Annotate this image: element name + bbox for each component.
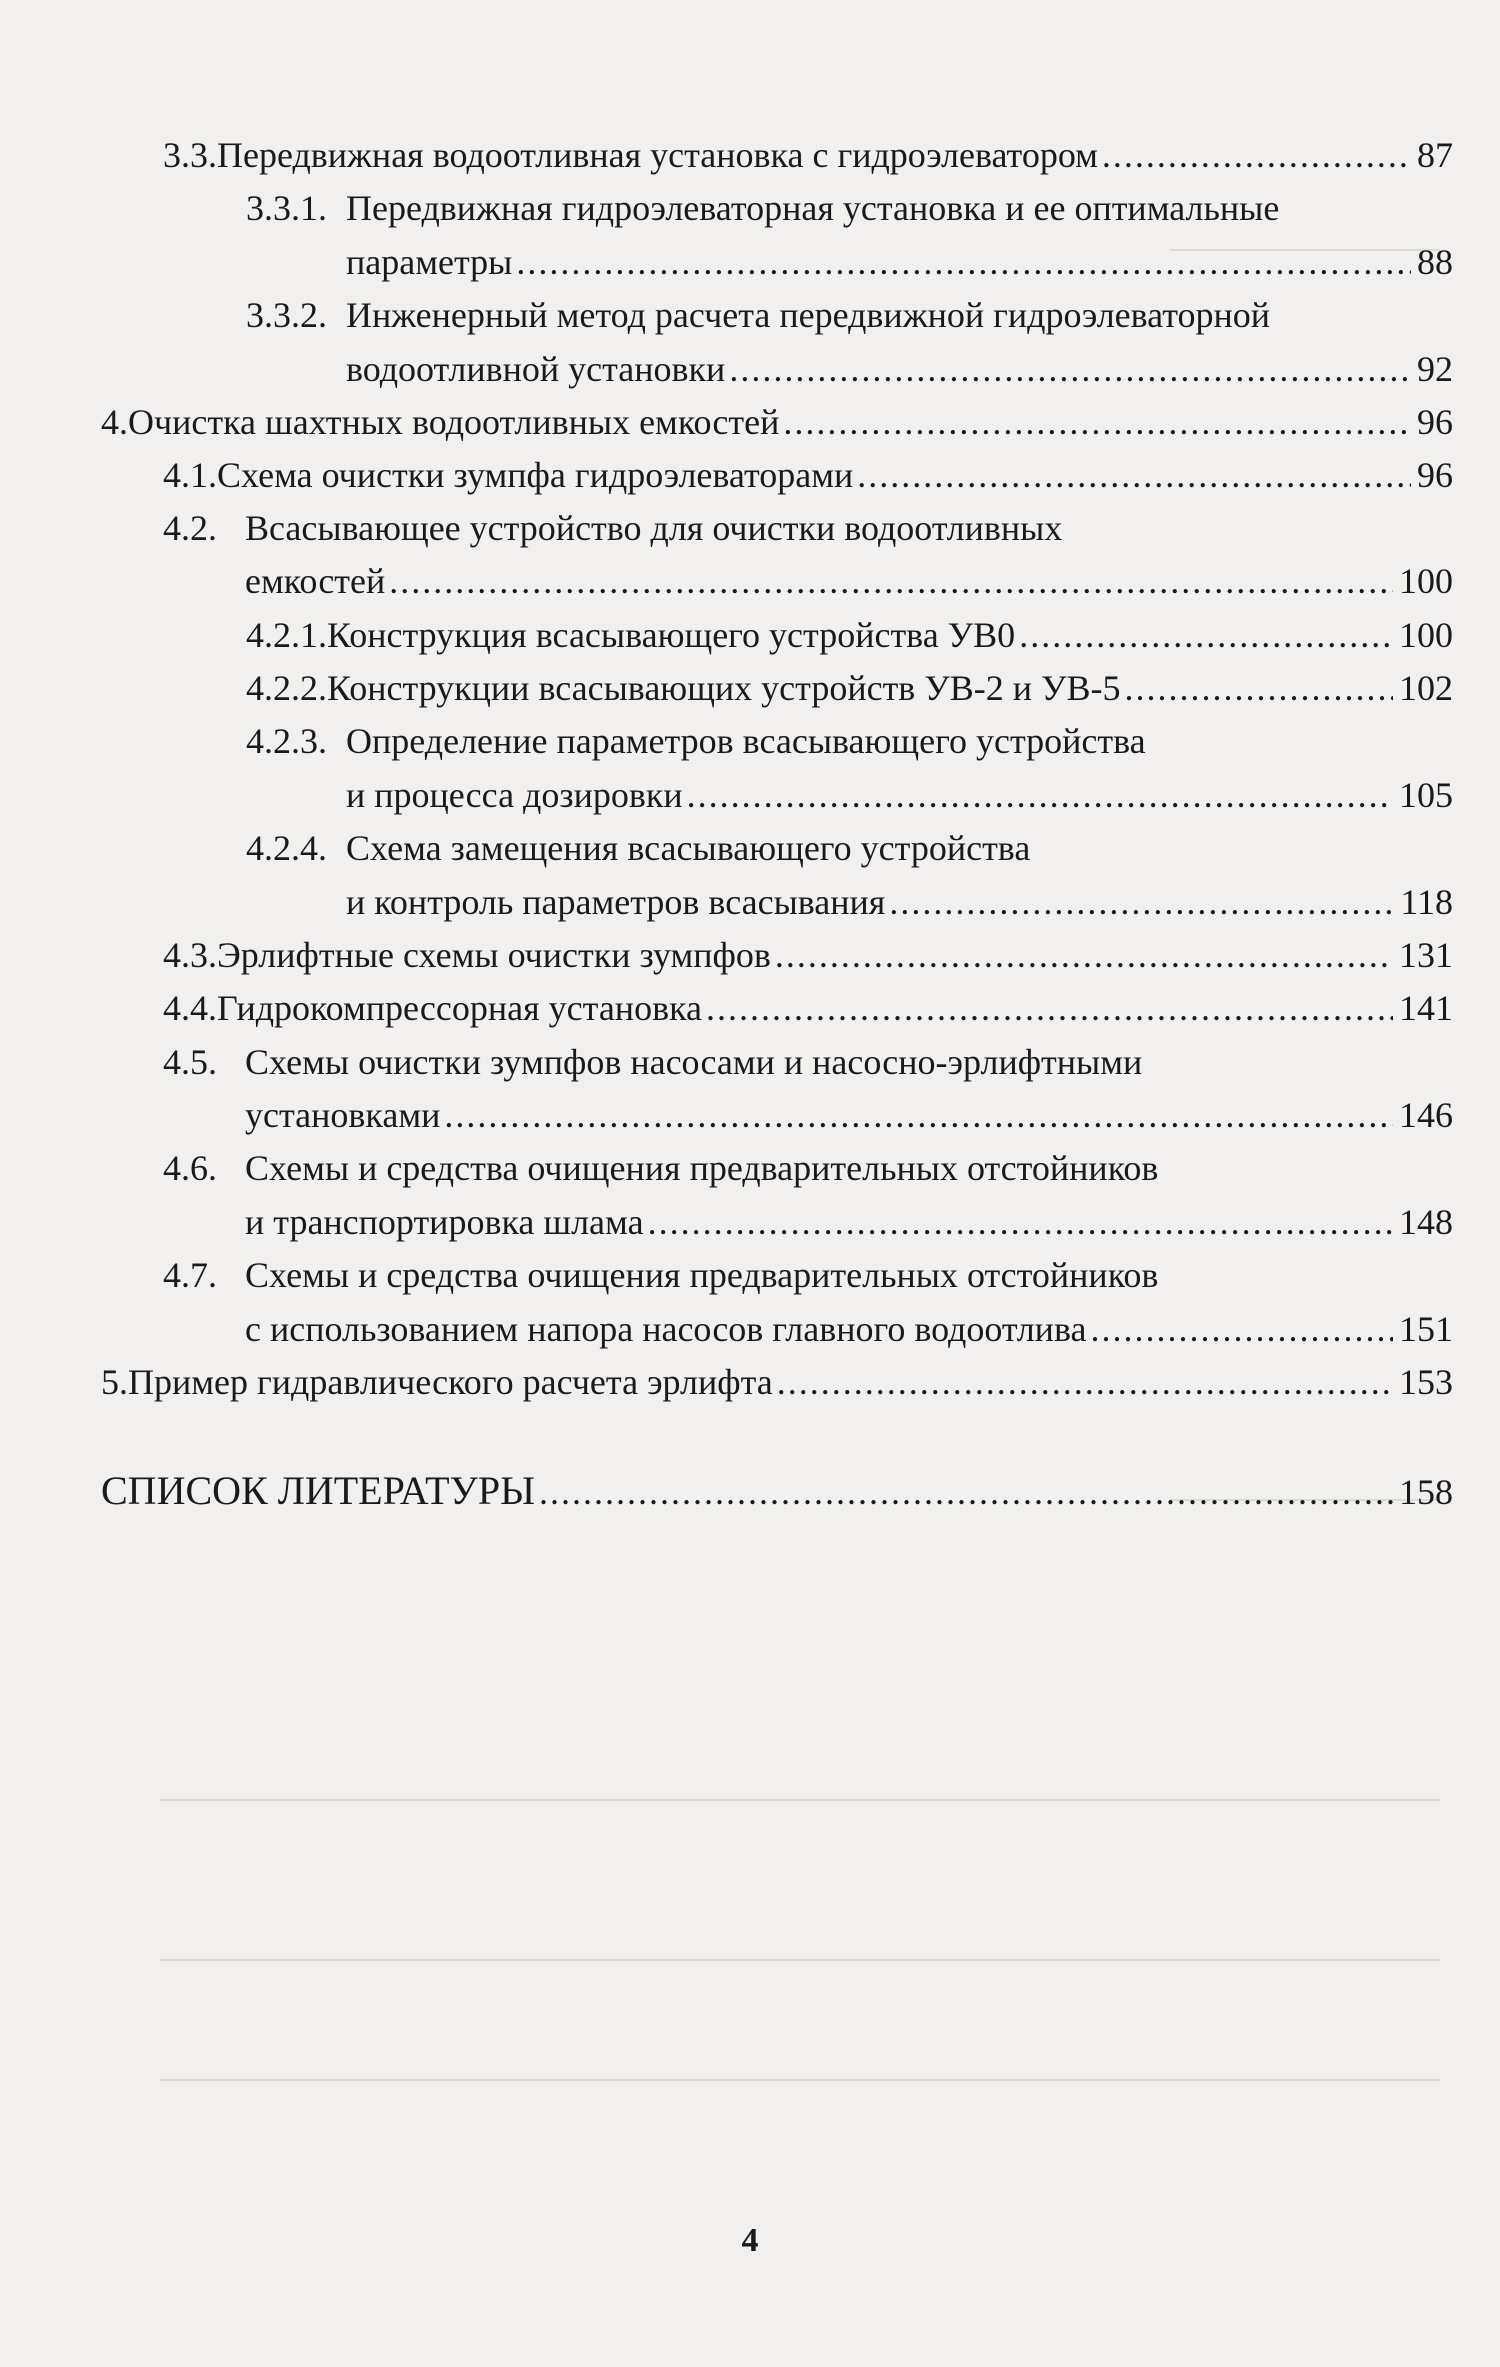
toc-entry-page: 153 <box>1399 1362 1453 1402</box>
toc-entry-title: параметры <box>346 242 513 282</box>
toc-entry-title: Конструкция всасывающего устройства УВ0 <box>327 615 1016 655</box>
toc-entry-title-line1: Инженерный метод расчета передвижной гидроэлеваторной <box>346 295 1270 335</box>
toc-entry <box>245 1311 1453 1347</box>
toc-entry <box>163 990 1453 1026</box>
toc-entry-first-line <box>246 830 1030 866</box>
toc-entry-title: Пример гидравлического расчета эрлифта <box>128 1362 773 1402</box>
toc-entry <box>246 617 1453 653</box>
toc-entry-page: 148 <box>1399 1202 1453 1242</box>
toc-entry-number: 4.2.3. <box>246 721 327 761</box>
toc-leader-dots <box>889 884 1394 920</box>
toc-entry-first-line <box>163 1257 1158 1293</box>
toc-entry-number: 4.1. <box>163 455 217 495</box>
toc-entry-title: установками <box>245 1095 441 1135</box>
toc-entry-number: 4.7. <box>163 1255 217 1295</box>
toc-entry-number: 5. <box>101 1362 128 1402</box>
toc-leader-dots <box>1019 617 1393 653</box>
toc-entry-number: 4.5. <box>163 1042 217 1082</box>
toc-entry-number: 4.3. <box>163 935 217 975</box>
page-number: 4 <box>741 2222 759 2259</box>
toc-entry-page: 131 <box>1399 935 1453 975</box>
toc-leader-dots <box>1125 670 1393 706</box>
toc-entry-number: 3.3. <box>163 135 217 175</box>
toc-entry-page: 96 <box>1417 402 1453 442</box>
toc-entry-number: 4.2. <box>163 508 217 548</box>
toc-entry-first-line <box>246 723 1146 759</box>
toc-entry-number: 3.3.2. <box>246 295 327 335</box>
toc-entry-first-line <box>246 190 1279 226</box>
toc-entry-title: водоотливной установки <box>346 349 726 389</box>
toc-entry-title: и процесса дозировки <box>346 775 683 815</box>
toc-entry <box>163 457 1453 493</box>
toc-entry-page: 92 <box>1417 349 1453 389</box>
toc-leader-dots <box>444 1097 1393 1133</box>
toc-entry-page: 96 <box>1417 455 1453 495</box>
toc-entry <box>101 1364 1453 1400</box>
toc-entry-first-line <box>163 1044 1142 1080</box>
toc-entry-page: 100 <box>1399 561 1453 601</box>
toc-leader-dots <box>783 404 1411 440</box>
toc-entry-title-line1: Определение параметров всасывающего устройства <box>346 721 1146 761</box>
toc-leader-dots <box>1102 137 1411 173</box>
toc-entry <box>163 937 1453 973</box>
toc-entry <box>246 670 1453 706</box>
toc-entry <box>245 1204 1453 1240</box>
toc-entry-title: емкостей <box>245 561 386 601</box>
toc-entry-page: 100 <box>1399 615 1453 655</box>
toc-entry-title: и контроль параметров всасывания <box>346 882 886 922</box>
toc-entry-first-line <box>163 510 1062 546</box>
toc-leader-dots <box>729 351 1411 387</box>
toc-entry-page: 141 <box>1399 988 1453 1028</box>
toc-entry-title-line1: Передвижная гидроэлеваторная установка и ее оптимальные <box>346 188 1280 228</box>
toc-entry-page: 151 <box>1399 1309 1453 1349</box>
toc-entry-first-line <box>163 1150 1158 1186</box>
toc-entry-title: с использованием напора насосов главного водоотлива <box>245 1309 1087 1349</box>
toc-entry-title: Эрлифтные схемы очистки зумпфов <box>217 935 771 975</box>
toc-leader-dots <box>775 937 1393 973</box>
toc-entry-page: 105 <box>1399 775 1453 815</box>
toc-leader-dots <box>389 563 1393 599</box>
toc-entry-number: 4. <box>101 402 128 442</box>
toc-leader-dots <box>1090 1311 1393 1347</box>
toc-entry <box>346 244 1453 280</box>
toc-entry-page: 102 <box>1399 668 1453 708</box>
toc-leader-dots <box>648 1204 1393 1240</box>
toc-entry <box>101 404 1453 440</box>
toc-entry-page: 87 <box>1417 135 1453 175</box>
toc-leader-dots <box>706 990 1393 1026</box>
toc-entry-title-line1: Схемы и средства очищения предварительных отстойников <box>245 1255 1159 1295</box>
toc-entry-title: Очистка шахтных водоотливных емкостей <box>128 402 780 442</box>
toc-entry-number: 4.6. <box>163 1148 217 1188</box>
toc-entry-page: 158 <box>1399 1472 1453 1512</box>
toc-entry-references <box>101 1468 1453 1513</box>
toc-entry-page: 88 <box>1417 242 1453 282</box>
toc-entry-number: 4.2.4. <box>246 828 327 868</box>
toc-entry-title-line1: Схемы очистки зумпфов насосами и насосно-эрлифтными <box>245 1042 1143 1082</box>
toc-entry <box>245 563 1453 599</box>
toc-leader-dots <box>687 777 1393 813</box>
toc-entry-number: 4.2.2. <box>246 668 327 708</box>
toc-entry <box>346 884 1453 920</box>
toc-entry <box>163 137 1453 173</box>
toc-entry-title: Конструкции всасывающих устройств УВ-2 и УВ-5 <box>327 668 1121 708</box>
toc-entry-page: 146 <box>1399 1095 1453 1135</box>
toc-leader-dots <box>777 1364 1393 1400</box>
toc-entry-title: Схема очистки зумпфа гидроэлеваторами <box>217 455 854 495</box>
toc-entry <box>245 1097 1453 1133</box>
toc-leader-dots <box>857 457 1411 493</box>
toc-entry-number: 4.4. <box>163 988 217 1028</box>
toc-entry-title-line1: Схемы и средства очищения предварительных отстойников <box>245 1148 1159 1188</box>
toc-entry-number: 4.2.1. <box>246 615 327 655</box>
toc-entry <box>346 351 1453 387</box>
toc-entry-title-line1: Схема замещения всасывающего устройства <box>346 828 1031 868</box>
toc-entry-title: СПИСОК ЛИТЕРАТУРЫ <box>101 1468 535 1513</box>
toc-entry-title: и транспортировка шлама <box>245 1202 644 1242</box>
toc-entry-first-line <box>246 297 1270 333</box>
toc-entry-page: 118 <box>1400 882 1453 922</box>
toc-leader-dots <box>539 1474 1393 1510</box>
toc-entry <box>346 777 1453 813</box>
toc-entry-title-line1: Всасывающее устройство для очистки водоотливных <box>245 508 1063 548</box>
toc-leader-dots <box>516 244 1411 280</box>
toc-entry-number: 3.3.1. <box>246 188 327 228</box>
toc-entry-title: Передвижная водоотливная установка с гидроэлеватором <box>217 135 1098 175</box>
toc-entry-title: Гидрокомпрессорная установка <box>217 988 702 1028</box>
